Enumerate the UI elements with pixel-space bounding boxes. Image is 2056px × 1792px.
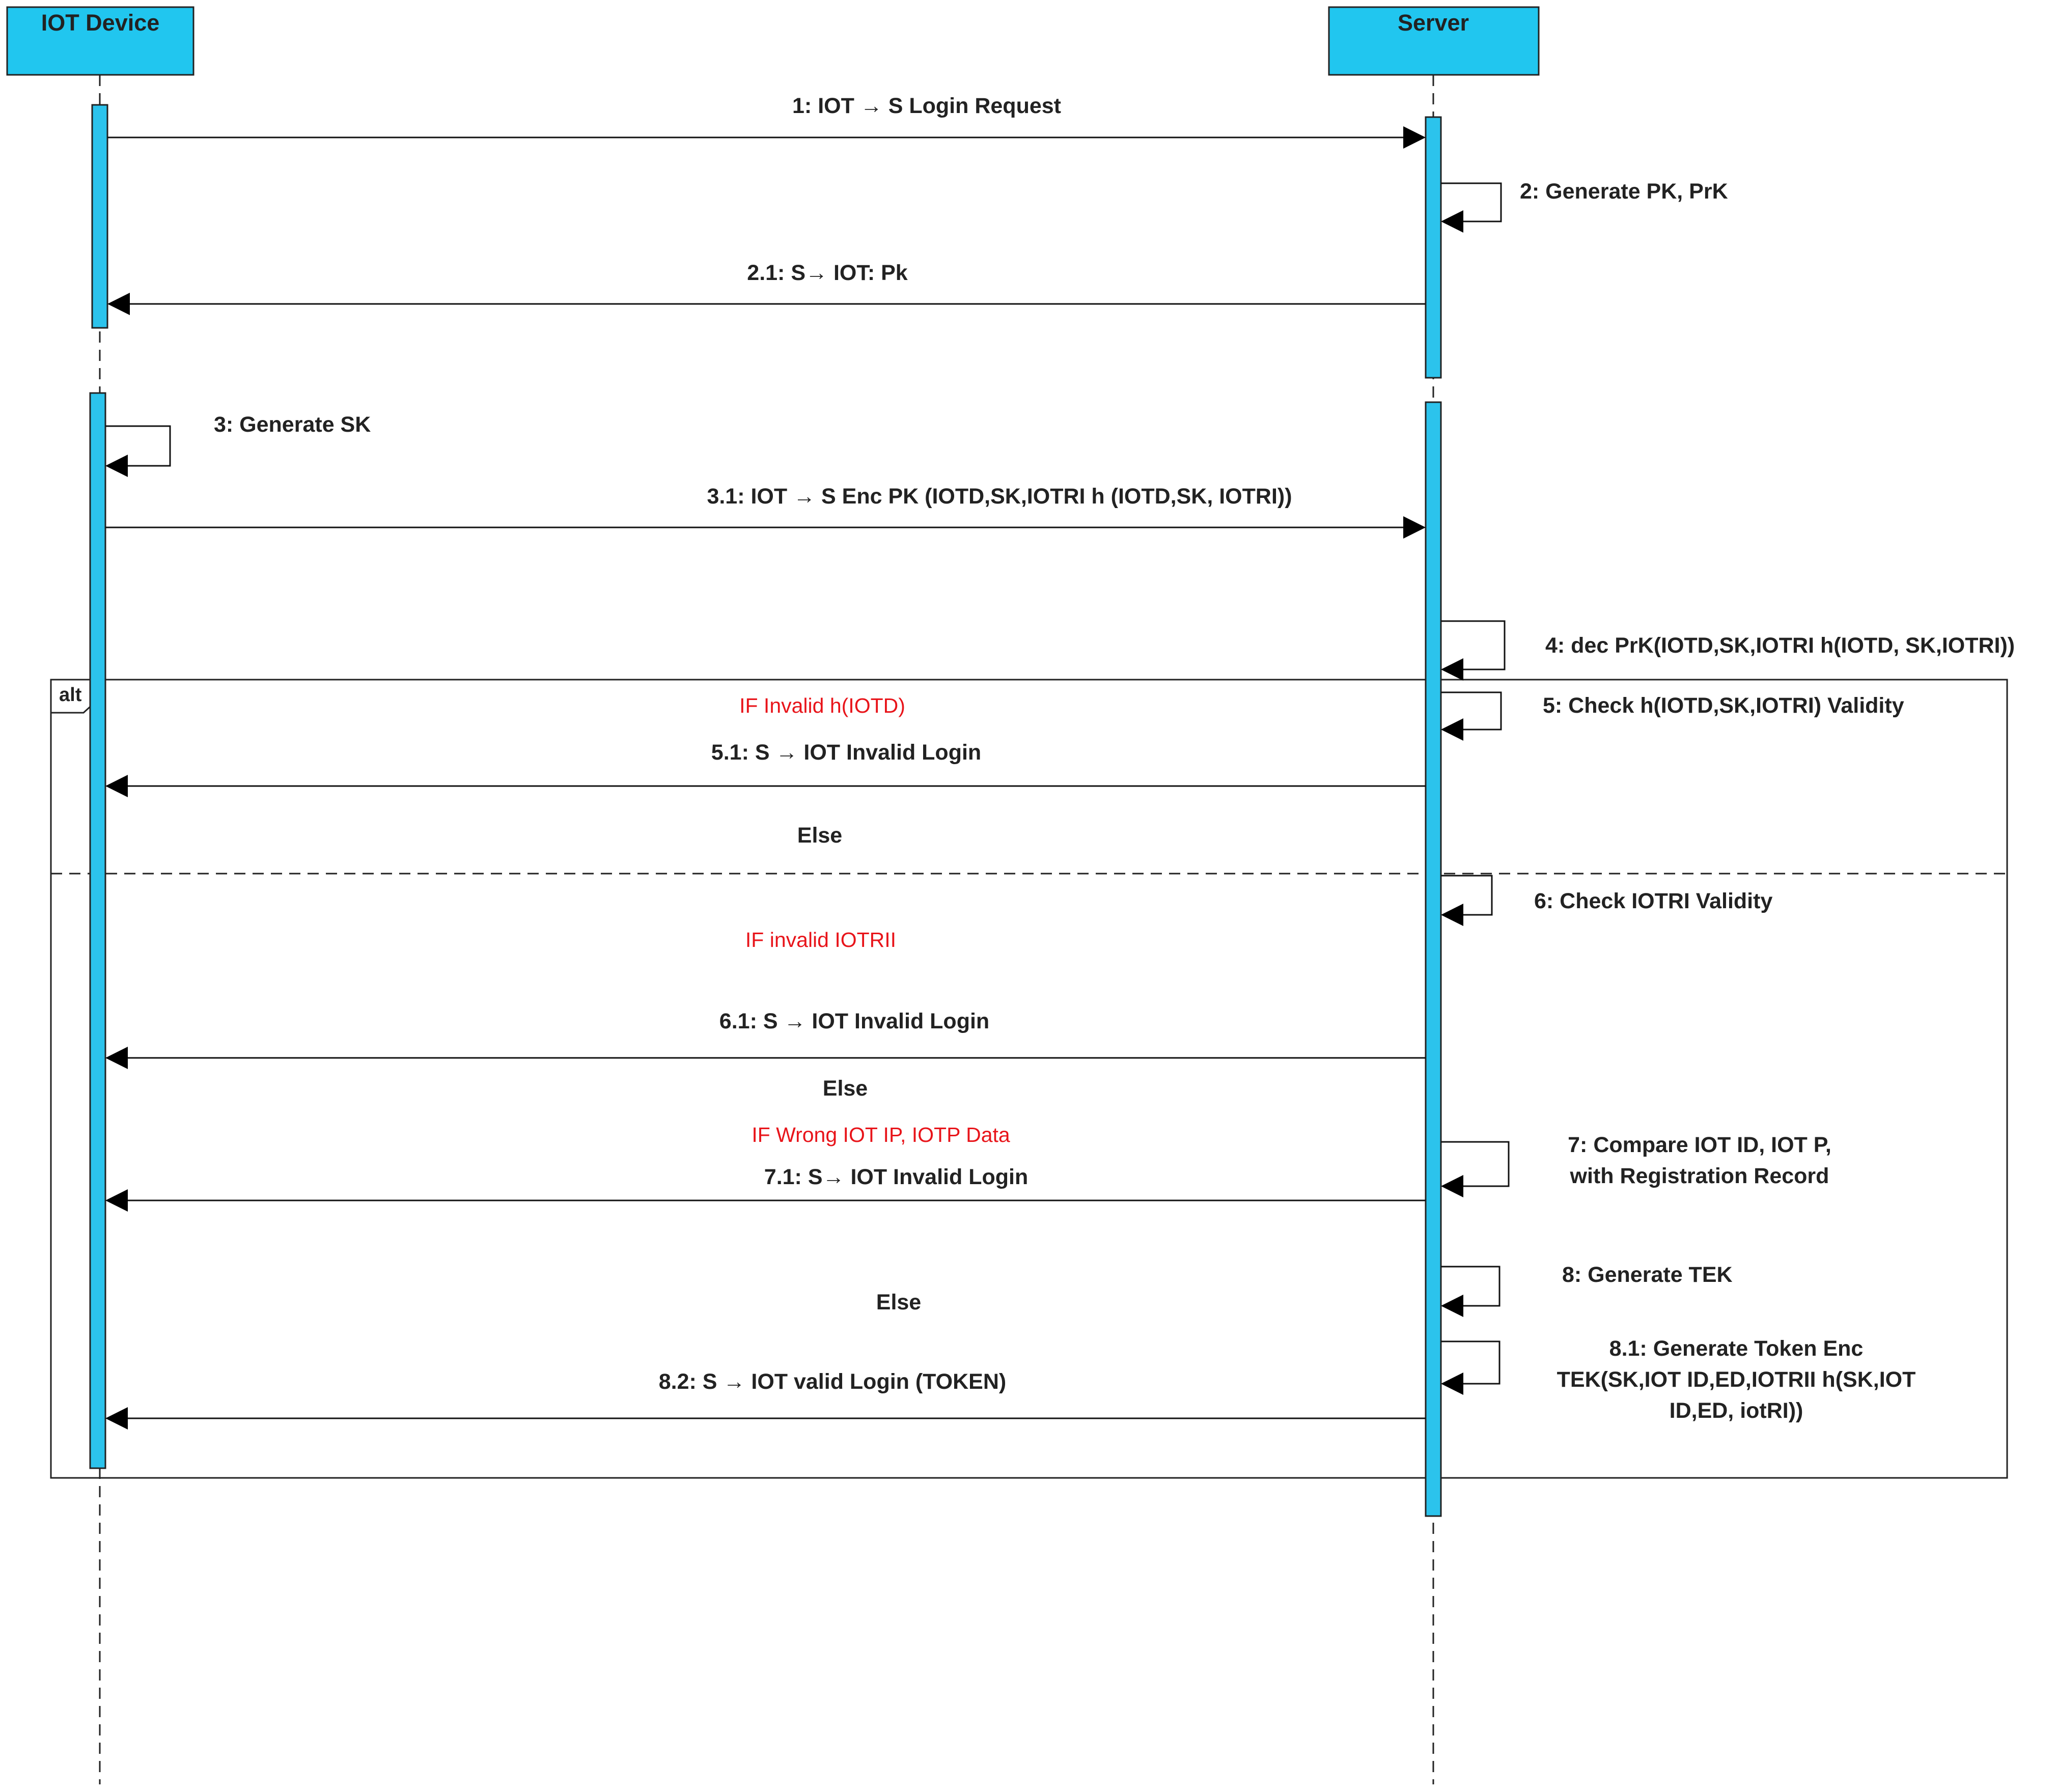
message-label: 3: Generate SK xyxy=(214,412,371,437)
participant-iot-device[interactable] xyxy=(7,7,193,75)
message-label: 8.1: Generate Token Enc xyxy=(1609,1336,1864,1361)
message-label: 4: dec PrK(IOTD,SK,IOTRI h(IOTD, SK,IOTRI)) xyxy=(1545,633,2015,658)
message-5-1 xyxy=(105,740,1426,797)
guard-condition: IF Invalid h(IOTD) xyxy=(739,694,905,717)
arrowhead-icon xyxy=(1441,1295,1463,1317)
self-call-line xyxy=(1441,1341,1499,1384)
alt-operator-label: alt xyxy=(59,684,82,706)
arrowhead-icon xyxy=(105,1407,128,1430)
participant-label: IOT Device xyxy=(41,10,160,36)
arrowhead-icon xyxy=(1403,516,1426,539)
arrowhead-icon xyxy=(1441,1373,1463,1395)
message-3-1 xyxy=(105,484,1426,539)
activation-bar-server-1 xyxy=(1426,117,1441,378)
participant-server[interactable] xyxy=(1329,7,1539,75)
arrowhead-icon xyxy=(105,1047,128,1069)
self-call-line xyxy=(105,426,170,466)
message-8-2 xyxy=(105,1369,1426,1430)
self-call-line xyxy=(1441,1267,1499,1306)
arrowhead-icon xyxy=(105,1189,128,1212)
message-label: 8.2: S → IOT valid Login (TOKEN) xyxy=(658,1369,1007,1394)
arrowhead-icon xyxy=(107,293,130,315)
message-1 xyxy=(107,94,1426,149)
else-label: Else xyxy=(822,1076,868,1101)
message-label: TEK(SK,IOT ID,ED,IOTRII h(SK,IOT xyxy=(1557,1367,1916,1392)
message-label: 8: Generate TEK xyxy=(1562,1263,1733,1287)
activation-bar-iot-1 xyxy=(92,105,107,328)
message-label: 2: Generate PK, PrK xyxy=(1520,179,1728,204)
self-call-line xyxy=(1441,1142,1509,1186)
else-label: Else xyxy=(797,823,843,848)
self-call-line xyxy=(1441,692,1501,730)
message-label: 1: IOT → S Login Request xyxy=(792,94,1061,118)
message-6-1 xyxy=(105,1009,1426,1069)
arrowhead-icon xyxy=(1403,126,1426,149)
activation-bar-server-2 xyxy=(1426,402,1441,1516)
participant-label: Server xyxy=(1397,10,1469,36)
message-label: 5: Check h(IOTD,SK,IOTRI) Validity xyxy=(1543,693,1904,718)
message-label: 6.1: S → IOT Invalid Login xyxy=(719,1009,990,1033)
arrowhead-icon xyxy=(1441,658,1463,681)
message-4 xyxy=(1441,621,2015,681)
arrowhead-icon xyxy=(1441,718,1463,741)
message-label: 6: Check IOTRI Validity xyxy=(1534,889,1773,913)
arrowhead-icon xyxy=(1441,1175,1463,1197)
arrowhead-icon xyxy=(1441,904,1463,926)
message-label: 7: Compare IOT ID, IOT P, xyxy=(1568,1133,1831,1157)
message-7 xyxy=(1441,1133,1831,1197)
message-3 xyxy=(105,412,371,477)
message-8 xyxy=(1441,1263,1733,1317)
message-2 xyxy=(1441,179,1728,233)
message-5 xyxy=(1441,692,1904,741)
message-label: 7.1: S→ IOT Invalid Login xyxy=(764,1165,1029,1189)
message-label: with Registration Record xyxy=(1570,1164,1829,1188)
message-label: ID,ED, iotRI)) xyxy=(1669,1398,1803,1423)
activation-bar-iot-2 xyxy=(90,393,105,1468)
message-label: 5.1: S → IOT Invalid Login xyxy=(711,740,982,765)
message-7-1 xyxy=(105,1165,1426,1212)
self-call-line xyxy=(1441,876,1492,915)
message-6 xyxy=(1441,876,1772,926)
self-call-line xyxy=(1441,183,1501,221)
message-label: 3.1: IOT → S Enc PK (IOTD,SK,IOTRI h (IOTD,SK, IOTRI)) xyxy=(707,484,1292,509)
message-label: 2.1: S→ IOT: Pk xyxy=(747,261,908,285)
message-2-1 xyxy=(107,261,1426,315)
self-call-line xyxy=(1441,621,1505,669)
arrowhead-icon xyxy=(105,775,128,797)
message-8-1 xyxy=(1441,1336,1915,1423)
arrowhead-icon xyxy=(1441,210,1463,233)
arrowhead-icon xyxy=(105,455,128,477)
guard-condition: IF invalid IOTRII xyxy=(745,928,897,951)
guard-condition: IF Wrong IOT IP, IOTP Data xyxy=(752,1123,1010,1146)
else-label: Else xyxy=(876,1290,922,1314)
